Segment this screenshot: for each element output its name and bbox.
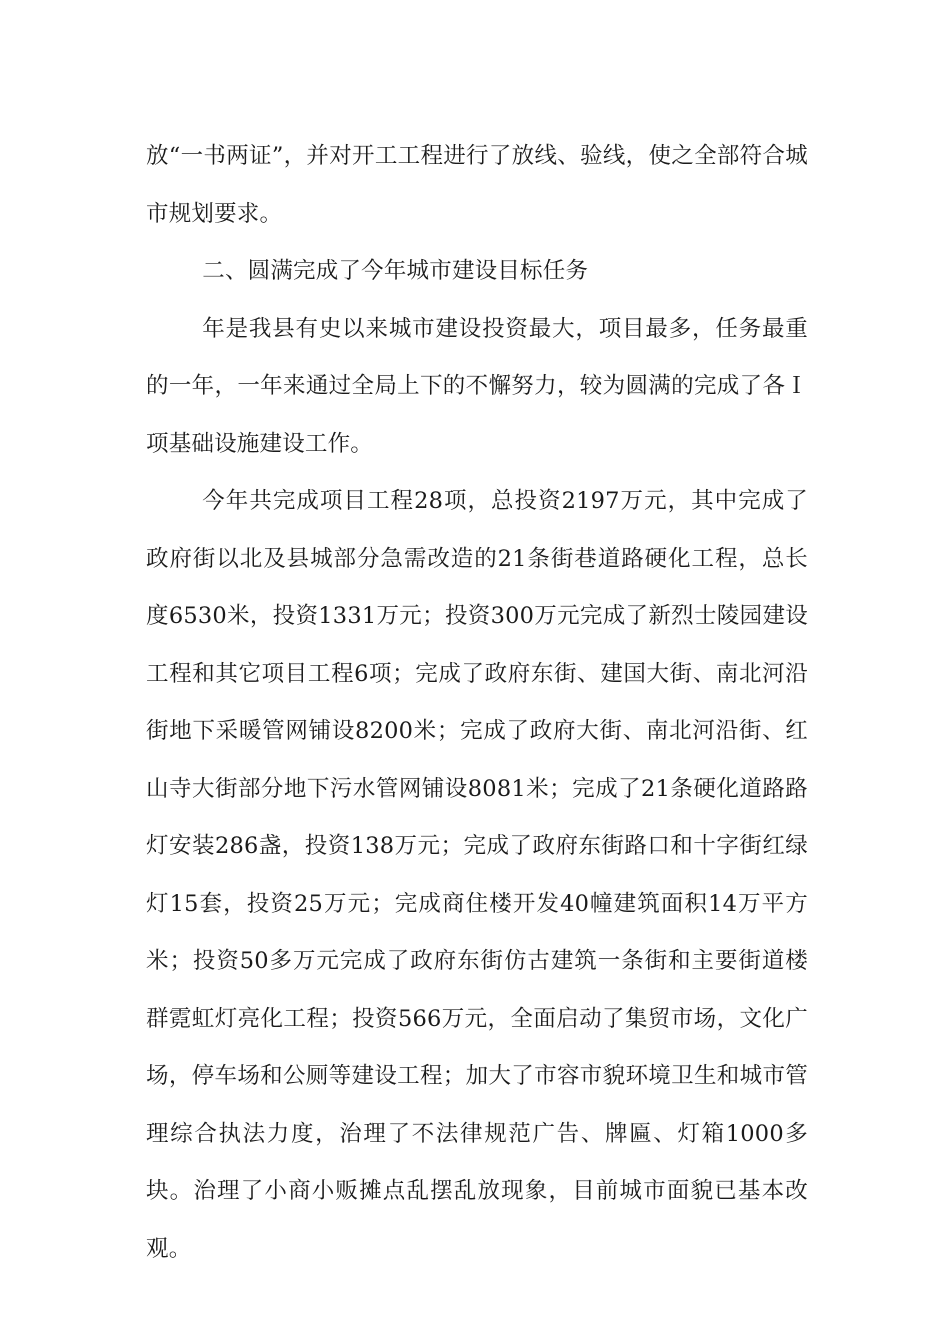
paragraph-project-details: 今年共完成项目工程28项，总投资2197万元，其中完成了政府街以北及县城部分急需改造的21条街巷道路硬化工程，总长度6530米，投资1331万元；投资300万元完成了新烈士陵园建设工程和其它项目工程6项；完成了政府东街、建国大街、南北河沿街地下采暖管网铺设8200米；完成了政府大街、南北河沿街、红山寺大街部分地下污水管网铺设8081米；完成了21条硬化道路路灯安装286盏，投资138万元；完成了政府东街路口和十字街红绿灯15套，投资25万元；完成商住楼开发40幢建筑面积14万平方米；投资50多万元完成了政府东街仿古建筑一条街和主要街道楼群霓虹灯亮化工程；投资566万元，全面启动了集贸市场，文化广场，停车场和公厕等建设工程；加大了市容市貌环境卫生和城市管理综合执法力度，治理了不法律规范广告、牌匾、灯箱1000多块。治理了小商小贩摊点乱摆乱放现象，目前城市面貌已基本改观。	[146, 488, 808, 1262]
document-body	[146, 128, 808, 1278]
paragraph-planning-permits: 放“一书两证”，并对开工工程进行了放线、验线，使之全部符合城市规划要求。	[146, 143, 808, 227]
section-heading-construction-goals: 二、圆满完成了今年城市建设目标任务	[202, 258, 589, 284]
paragraph-annual-overview: 年是我县有史以来城市建设投资最大，项目最多，任务最重的一年，一年来通过全局上下的不懈努力，较为圆满的完成了各Ｉ项基础设施建设工作。	[146, 315, 808, 457]
